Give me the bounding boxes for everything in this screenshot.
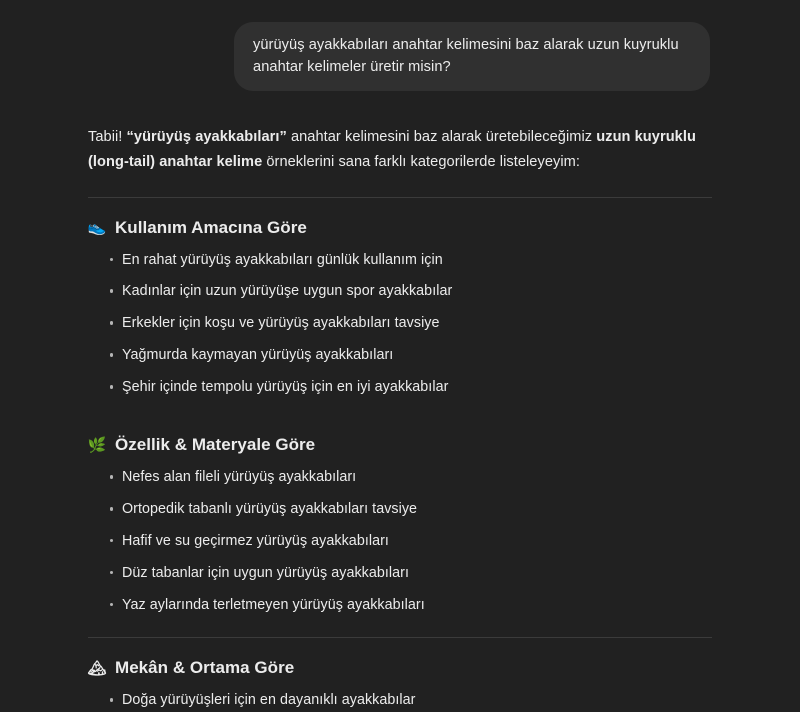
section-heading-place-environment (88, 658, 712, 678)
list-item: Yaz aylarında terletmeyen yürüyüş ayakkabıları (110, 595, 712, 616)
user-message-bubble: yürüyüş ayakkabıları anahtar kelimesini baz alarak uzun kuyruklu anahtar kelimeler üretir misin? (234, 22, 710, 91)
section-divider-2 (88, 637, 712, 638)
list-item: Yağmurda kaymayan yürüyüş ayakkabıları (110, 345, 712, 366)
section-feature-material (0, 435, 800, 616)
intro-text-part-3: örneklerini sana farklı kategorilerde listeleyeyim: (262, 154, 580, 171)
list-item: Ortopedik tabanlı yürüyüş ayakkabıları tavsiye (110, 499, 712, 520)
intro-bold-keyword: “yürüyüş ayakkabıları” (126, 129, 287, 146)
intro-text-part-2: anahtar kelimesini baz alarak üretebileceğimiz (286, 129, 597, 146)
section-heading-feature-material (88, 435, 712, 455)
keyword-list-feature-material (88, 467, 712, 616)
user-message-row (0, 0, 800, 91)
list-item: Kadınlar için uzun yürüyüşe uygun spor ayakkabılar (110, 281, 712, 302)
list-item: Şehir içinde tempolu yürüyüş için en iyi ayakkabılar (110, 377, 712, 398)
list-item: Düz tabanlar için uygun yürüyüş ayakkabıları (110, 563, 712, 584)
intro-bold-longtail: uzun kuyruklu (long-tail) anahtar kelime (88, 129, 696, 171)
assistant-message (0, 91, 800, 175)
keyword-list-usage-purpose (88, 250, 712, 399)
section-usage-purpose (0, 218, 800, 399)
list-item: Doğa yürüyüşleri için en dayanıklı ayakkabılar (110, 690, 712, 711)
herb-leaf-icon: 🌿 (87, 436, 107, 454)
intro-text-part-1: Tabii! (88, 129, 127, 146)
list-item: Hafif ve su geçirmez yürüyüş ayakkabıları (110, 531, 712, 552)
section-spacer (0, 409, 800, 415)
list-item: Erkekler için koşu ve yürüyüş ayakkabıları tavsiye (110, 313, 712, 334)
section-heading-label: Kullanım Amacına Göre (115, 217, 307, 237)
section-heading-usage-purpose (88, 218, 712, 238)
section-divider-1 (88, 197, 712, 198)
intro-paragraph (88, 125, 712, 175)
running-shoe-icon: 👟 (87, 219, 107, 237)
section-heading-label: Mekân & Ortama Göre (115, 658, 295, 678)
section-place-environment (0, 658, 800, 711)
snow-mountain-icon: 🏔 (87, 659, 107, 677)
keyword-list-place-environment (88, 690, 712, 711)
list-item: En rahat yürüyüş ayakkabıları günlük kullanım için (110, 250, 712, 271)
list-item: Nefes alan fileli yürüyüş ayakkabıları (110, 467, 712, 488)
section-heading-label: Özellik & Materyale Göre (115, 435, 316, 455)
